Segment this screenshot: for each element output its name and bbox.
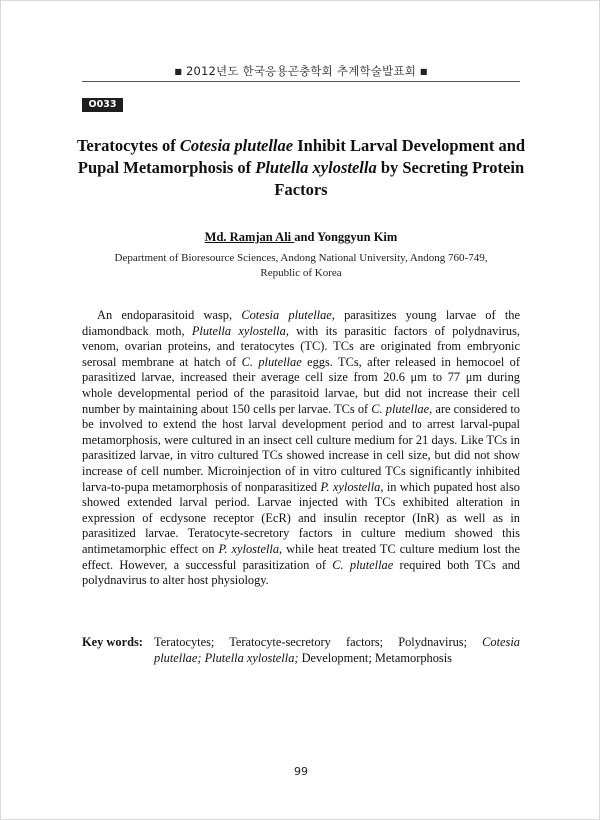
header-rule	[82, 81, 520, 82]
affiliation-line: Republic of Korea	[260, 266, 342, 279]
species-name: Cotesia plutellae,	[241, 308, 335, 322]
title-species: Plutella xylostella	[255, 158, 377, 177]
keywords-label: Key words:	[82, 635, 143, 649]
affiliation	[96, 251, 506, 280]
title-part: Teratocytes of	[76, 136, 180, 155]
keywords-list	[154, 635, 520, 666]
abstract-text: parasitizes young larvae of the diamondback moth,	[82, 308, 520, 338]
abstract-text: required both TCs and polydnavirus to alter host physiology.	[82, 557, 520, 588]
species-name: C. plutellae	[332, 557, 394, 572]
abstract-text: with its parasitic factors of polydnavirus, venom, ovarian proteins, and teratocytes (TC). TCs are originated from embryonic serosal membrane at hatch of	[82, 323, 521, 369]
abstract-body	[82, 308, 520, 589]
keywords-text: Development; Metamorphosis	[298, 650, 452, 665]
species-name: C. plutellae	[241, 354, 302, 369]
first-author: Md. Ramjan Ali	[204, 230, 295, 244]
co-author: and Yonggyun Kim	[294, 230, 398, 244]
species-name: Plutella xylostella,	[191, 323, 289, 338]
paper-title	[71, 135, 531, 201]
title-part: Inhibit Larval Development and Pupal Metamorphosis of	[77, 136, 526, 177]
keywords-text: Teratocytes; Teratocyte-secretory factors; Polydnavirus;	[154, 635, 483, 649]
running-header	[82, 63, 520, 79]
abstract-text: eggs. TCs, after released in hemocoel of parasitized larvae, increased their average cell size from 20.6 μm to 77 μm during whole developmental period of the parasitoid larvae, but did not increase their cell number by maintaining about 150 cells per larvae. TCs of	[82, 354, 520, 416]
header-square-left: ■	[174, 67, 183, 76]
author-line	[82, 230, 520, 245]
title-species: Cotesia plutellae	[179, 136, 294, 155]
species-name: P. xylostella	[218, 541, 280, 556]
title-part: by Secreting Protein Factors	[274, 158, 525, 199]
header-square-right: ■	[419, 67, 428, 76]
abstract-text: , while heat treated TC culture medium lost the effect. However, a successful parasitization of	[82, 541, 520, 572]
page-number: 99	[294, 765, 308, 778]
abstract-id-badge: O033	[82, 98, 123, 112]
header-text: 2012년도 한국응용곤충학회 추계학술발표회	[182, 64, 420, 78]
abstract-text: , in which pupated host also showed extended larval period. Larvae injected with TCs exhibited alteration in expression of ecdysone receptor (EcR) and insulin receptor (InR) as well as in parasitized larvae. Teratocyte-secretory factors in culture medium showed this antimetamorphic effect on	[82, 479, 520, 556]
keywords-block	[82, 635, 520, 666]
keywords-species: Cotesia plutellae; Plutella xylostella;	[154, 635, 520, 665]
affiliation-line: Department of Bioresource Sciences, Andong National University, Andong 760-749,	[114, 252, 488, 264]
species-name: C. plutellae	[371, 401, 430, 416]
abstract-text: , are considered to be involved to extend the host larval development period and to arrest larval-pupal metamorphosis, were cultured in an insect cell culture medium for 21 days. Like TCs in parasitized larvae, in vitro cultured TCs showed increase in cell size, but did not show increase of cell number. Microinjection of in vitro cultured TCs significantly inhibited larva-to-pupa metamorphosis of nonparasitized	[82, 401, 520, 494]
species-name: P. xylostella	[320, 479, 381, 494]
abstract-text: An endoparasitoid wasp,	[97, 308, 242, 322]
